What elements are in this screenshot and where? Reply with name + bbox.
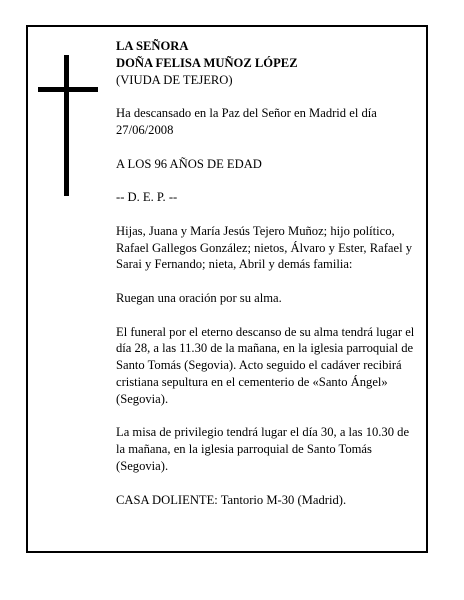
age-at-death: A LOS 96 AÑOS DE EDAD	[116, 156, 262, 171]
mass-details: La misa de privilegio tendrá lugar el día 30, a las 10.30 de la mañana, en la iglesia parroquial de Santo Tomás (Segovia).	[116, 425, 410, 473]
obituary-text	[116, 38, 421, 525]
widow-of: (VIUDA DE TEJERO)	[116, 72, 233, 87]
death-announcement: Ha descansado en la Paz del Señor en Madrid el día 27/06/2008	[116, 106, 377, 137]
deceased-header	[116, 38, 421, 88]
cross-icon-bar	[38, 87, 98, 92]
rip-line: -- D. E. P. --	[116, 190, 178, 205]
mourning-house: CASA DOLIENTE: Tantorio M-30 (Madrid).	[116, 492, 347, 507]
family-members: Hijas, Juana y María Jesús Tejero Muñoz; hijo político, Rafael Gallegos González; nietos, Álvaro y Ester, Rafael y Sarai y Fernando; nieta, Abril y demás familia:	[116, 223, 413, 272]
title-honorific: LA SEÑORA	[116, 39, 189, 53]
funeral-details: El funeral por el eterno descanso de su alma tendrá lugar el día 28, a las 11.30 de la mañana, en la iglesia parroquial de Santo Tomás (Segovia). Acto seguido el cadáver recibirá cristiana sepultura en el cementerio de «Santo Ángel» (Segovia).	[116, 324, 415, 406]
prayer-request: Ruegan una oración por su alma.	[116, 290, 282, 305]
deceased-name: DOÑA FELISA MUÑOZ LÓPEZ	[116, 55, 298, 70]
cross-icon	[64, 55, 69, 196]
